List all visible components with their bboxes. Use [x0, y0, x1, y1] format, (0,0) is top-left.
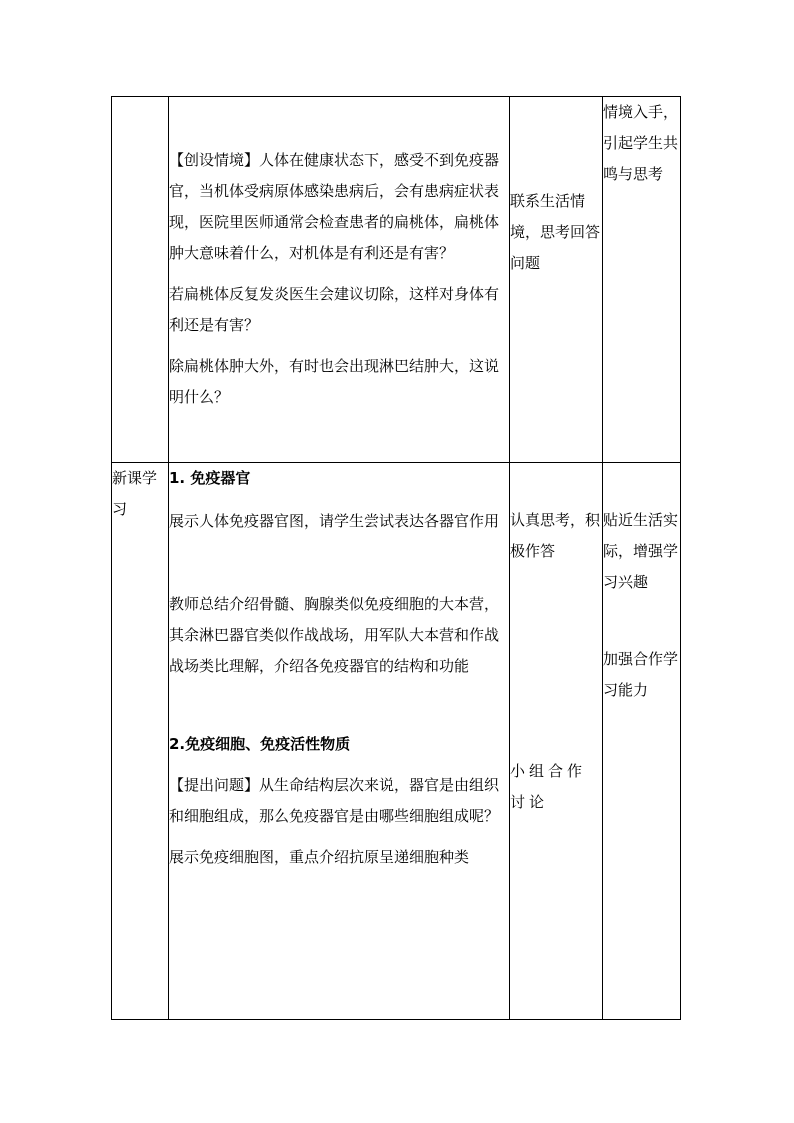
student-activity-text: 认真思考，积极作答 [510, 511, 601, 560]
section-heading: 2.免疫细胞、免疫活性物质 [169, 735, 351, 753]
table-row-intro [112, 97, 681, 463]
question-paragraph: 若扁桃体反复发炎医生会建议切除，这样对身体有利还是有害？ [169, 285, 500, 334]
lesson-plan-table [111, 96, 681, 1020]
design-intent-cell [603, 97, 681, 463]
teacher-paragraph: 教师总结介绍骨髓、胸腺类似免疫细胞的大本营，其余淋巴器官类似作战战场，用军队大本营和作战战场类比理解，介绍各免疫器官的结构和功能 [169, 595, 500, 675]
question-paragraph: 除扁桃体肿大外，有时也会出现淋巴结肿大，这说明什么？ [169, 357, 500, 406]
student-activity-cell [510, 463, 603, 1020]
section-heading: 1. 免疫器官 [169, 469, 251, 487]
teacher-activity-cell [169, 97, 510, 463]
student-activity-text: 小组合作讨论 [510, 762, 587, 811]
teacher-activity-cell [169, 463, 510, 1020]
table-row-new-lesson [112, 463, 681, 1020]
question-paragraph: 【提出问题】从生命结构层次来说，器官是由组织和细胞组成，那么免疫器官是由哪些细胞组成呢？ [169, 776, 500, 825]
design-intent-text: 加强合作学习能力 [603, 650, 679, 699]
design-intent-text: 情境入手，引起学生共鸣与思考 [603, 103, 679, 183]
scenario-paragraph: 【创设情境】人体在健康状态下，感受不到免疫器官，当机体受病原体感染患病后，会有患病症状表现，医院里医师通常会检查患者的扁桃体，扁桃体肿大意味着什么，对机体是有利还是有害？ [169, 151, 500, 262]
stage-cell [112, 97, 169, 463]
teacher-paragraph: 展示免疫细胞图，重点介绍抗原呈递细胞种类 [169, 848, 470, 866]
design-intent-cell [603, 463, 681, 1020]
student-activity-cell [510, 97, 603, 463]
stage-cell [112, 463, 169, 1020]
student-activity-text: 联系生活情境，思考回答问题 [510, 192, 601, 272]
teacher-paragraph: 展示人体免疫器官图，请学生尝试表达各器官作用 [169, 512, 500, 530]
design-intent-text: 贴近生活实际，增强学习兴趣 [603, 511, 679, 591]
stage-label: 新课学习 [112, 469, 158, 518]
